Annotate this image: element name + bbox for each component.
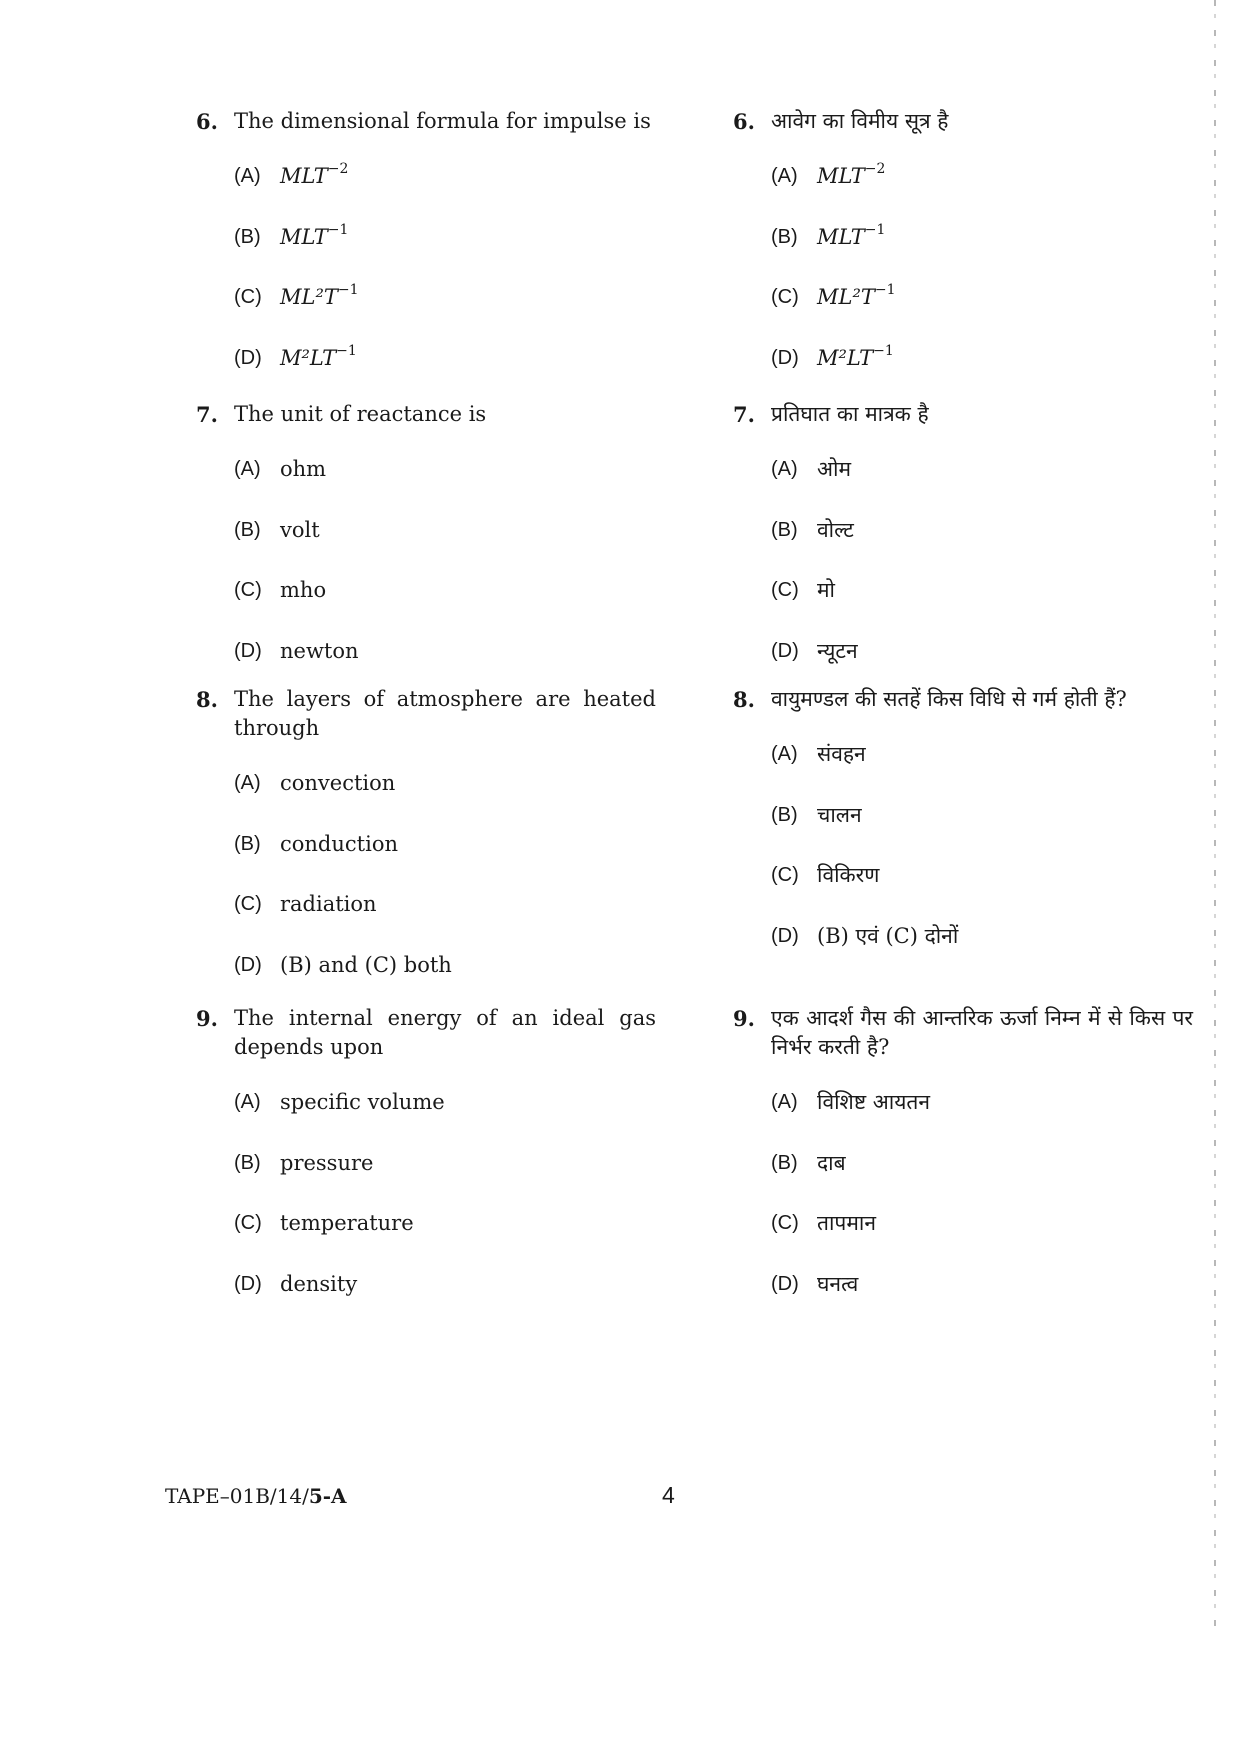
option-list: [234, 1088, 656, 1330]
option-label: (C): [771, 579, 799, 601]
formula-base: M²LT: [280, 345, 337, 370]
formula-base: ML²T: [280, 285, 338, 309]
option-value: वोल्ट: [817, 517, 854, 542]
question-number: 9.: [196, 1006, 218, 1031]
option-label: (A): [234, 165, 261, 187]
option-label: (A): [771, 1091, 798, 1113]
option-label: (C): [234, 1212, 262, 1234]
option-c: [771, 861, 1193, 922]
option-label: (B): [234, 832, 261, 855]
option-label: (C): [771, 1212, 799, 1234]
option-label: (D): [771, 346, 799, 369]
question-line: [196, 685, 656, 743]
option-list: [234, 162, 656, 404]
option-value: pressure: [280, 1150, 374, 1175]
question-line: [196, 1004, 656, 1062]
question-number: 6.: [733, 109, 755, 134]
question-7: [196, 400, 656, 697]
option-value: mho: [280, 578, 327, 602]
question-line: [196, 107, 656, 136]
question-line: [733, 400, 1193, 429]
option-label: (C): [771, 864, 799, 886]
option-label: (C): [771, 286, 799, 308]
option-value: विशिष्ट आयतन: [817, 1090, 931, 1114]
option-a: [234, 455, 656, 516]
option-value: (B) एवं (C) दोनों: [817, 923, 959, 948]
option-value: तापमान: [817, 1211, 876, 1235]
question-text: The dimensional formula for impulse is: [234, 109, 651, 133]
option-label: (B): [234, 1151, 261, 1174]
question-text: The internal energy of an ideal gas depends upon: [234, 1006, 656, 1059]
option-label: (D): [234, 639, 262, 662]
option-label: (D): [234, 346, 262, 369]
option-c: [234, 890, 656, 951]
question-line: [733, 1004, 1193, 1062]
option-c: [771, 576, 1193, 637]
scan-edge-mark: [1214, 0, 1216, 1630]
formula-exponent: −1: [327, 221, 349, 238]
option-d: [771, 922, 1193, 983]
formula-base: MLT: [817, 224, 865, 249]
formula-base: M²LT: [817, 345, 874, 370]
option-formula: [280, 223, 656, 284]
option-list: [234, 455, 656, 697]
option-label: (A): [771, 743, 798, 765]
option-list: [771, 162, 1193, 404]
option-list: [771, 455, 1193, 697]
option-label: (A): [234, 458, 261, 480]
question-number: 7.: [733, 402, 755, 427]
option-d: [771, 344, 1193, 405]
question-6: [733, 107, 1193, 404]
question-number: 9.: [733, 1006, 755, 1031]
option-c: [771, 283, 1193, 344]
question-text: एक आदर्श गैस की आन्तरिक ऊर्जा निम्न में से किस पर निर्भर करती है?: [771, 1006, 1193, 1059]
option-label: (A): [234, 1091, 261, 1113]
option-b: [234, 516, 656, 577]
option-c: [771, 1209, 1193, 1270]
option-value: density: [280, 1271, 358, 1296]
option-label: (A): [771, 165, 798, 187]
option-label: (D): [771, 924, 799, 947]
option-value: volt: [280, 517, 320, 542]
option-label: (D): [234, 1272, 262, 1295]
option-label: (C): [234, 286, 262, 308]
option-d: [771, 1270, 1193, 1331]
option-a: [771, 162, 1193, 223]
question-8: [733, 685, 1193, 982]
option-a: [234, 162, 656, 223]
option-value: विकिरण: [817, 863, 880, 887]
option-value: मो: [817, 578, 835, 602]
option-label: (C): [234, 579, 262, 601]
option-value: चालन: [817, 802, 862, 827]
question-text: वायुमण्डल की सतहें किस विधि से गर्म होती हैं?: [771, 687, 1127, 711]
question-9: [196, 1004, 656, 1330]
option-list: [771, 1088, 1193, 1330]
option-label: (D): [771, 1272, 799, 1295]
option-a: [771, 455, 1193, 516]
option-value: (B) and (C) both: [280, 952, 452, 977]
formula-exponent: −1: [337, 282, 359, 298]
option-value: दाब: [817, 1150, 846, 1175]
option-label: (B): [234, 518, 261, 541]
option-formula: [280, 162, 656, 223]
option-formula: [817, 283, 1193, 344]
paper-code-prefix: TAPE–01B/14/: [165, 1484, 309, 1508]
formula-base: MLT: [280, 164, 328, 188]
question-number: 8.: [733, 687, 755, 712]
option-label: (A): [234, 772, 261, 794]
option-value: convection: [280, 771, 396, 795]
option-value: ohm: [280, 457, 327, 481]
option-b: [234, 1149, 656, 1210]
question-text: आवेग का विमीय सूत्र है: [771, 109, 949, 133]
option-b: [771, 801, 1193, 862]
option-label: (A): [771, 458, 798, 480]
option-value: संवहन: [817, 742, 866, 766]
option-a: [234, 769, 656, 830]
option-value: ओम: [817, 457, 852, 481]
formula-exponent: −1: [336, 342, 357, 359]
option-label: (C): [234, 893, 262, 915]
option-label: (B): [234, 225, 261, 248]
formula-exponent: −1: [864, 221, 886, 238]
question-7: [733, 400, 1193, 697]
option-value: newton: [280, 638, 359, 663]
question-8: [196, 685, 656, 1011]
question-line: [733, 107, 1193, 136]
question-text: The layers of atmosphere are heated through: [234, 687, 656, 740]
option-d: [234, 951, 656, 1012]
option-value: temperature: [280, 1211, 414, 1235]
question-number: 7.: [196, 402, 218, 427]
formula-exponent: −2: [327, 161, 349, 177]
option-formula: [817, 223, 1193, 284]
question-line: [196, 400, 656, 429]
option-value: न्यूटन: [817, 638, 858, 663]
option-d: [234, 344, 656, 405]
option-list: [771, 740, 1193, 982]
question-9: [733, 1004, 1193, 1330]
option-b: [771, 516, 1193, 577]
option-b: [771, 223, 1193, 284]
option-label: (D): [234, 953, 262, 976]
option-label: (B): [771, 1151, 798, 1174]
page-number: 4: [662, 1482, 675, 1508]
formula-base: MLT: [280, 224, 328, 249]
option-formula: [817, 344, 1193, 405]
option-b: [234, 223, 656, 284]
option-value: specific volume: [280, 1090, 445, 1114]
formula-exponent: −1: [874, 282, 896, 298]
option-d: [234, 1270, 656, 1331]
question-number: 8.: [196, 687, 218, 712]
option-c: [234, 576, 656, 637]
option-formula: [817, 162, 1193, 223]
formula-base: ML²T: [817, 285, 875, 309]
formula-exponent: −2: [864, 161, 886, 177]
question-text: The unit of reactance is: [234, 402, 487, 426]
question-text: प्रतिघात का मात्रक है: [771, 402, 929, 426]
option-formula: [280, 344, 656, 405]
option-c: [234, 283, 656, 344]
option-formula: [280, 283, 656, 344]
question-6: [196, 107, 656, 404]
option-value: radiation: [280, 892, 377, 916]
paper-code: [165, 1484, 347, 1508]
option-c: [234, 1209, 656, 1270]
option-b: [771, 1149, 1193, 1210]
formula-exponent: −1: [873, 342, 894, 359]
option-value: conduction: [280, 831, 398, 856]
formula-base: MLT: [817, 164, 865, 188]
option-a: [771, 1088, 1193, 1149]
question-number: 6.: [196, 109, 218, 134]
option-value: घनत्व: [817, 1271, 859, 1296]
option-label: (D): [771, 639, 799, 662]
option-b: [234, 830, 656, 891]
option-label: (B): [771, 225, 798, 248]
question-line: [733, 685, 1193, 714]
option-a: [234, 1088, 656, 1149]
option-list: [234, 769, 656, 1011]
paper-code-suffix: 5-A: [308, 1484, 347, 1508]
option-label: (B): [771, 518, 798, 541]
option-a: [771, 740, 1193, 801]
option-label: (B): [771, 803, 798, 826]
